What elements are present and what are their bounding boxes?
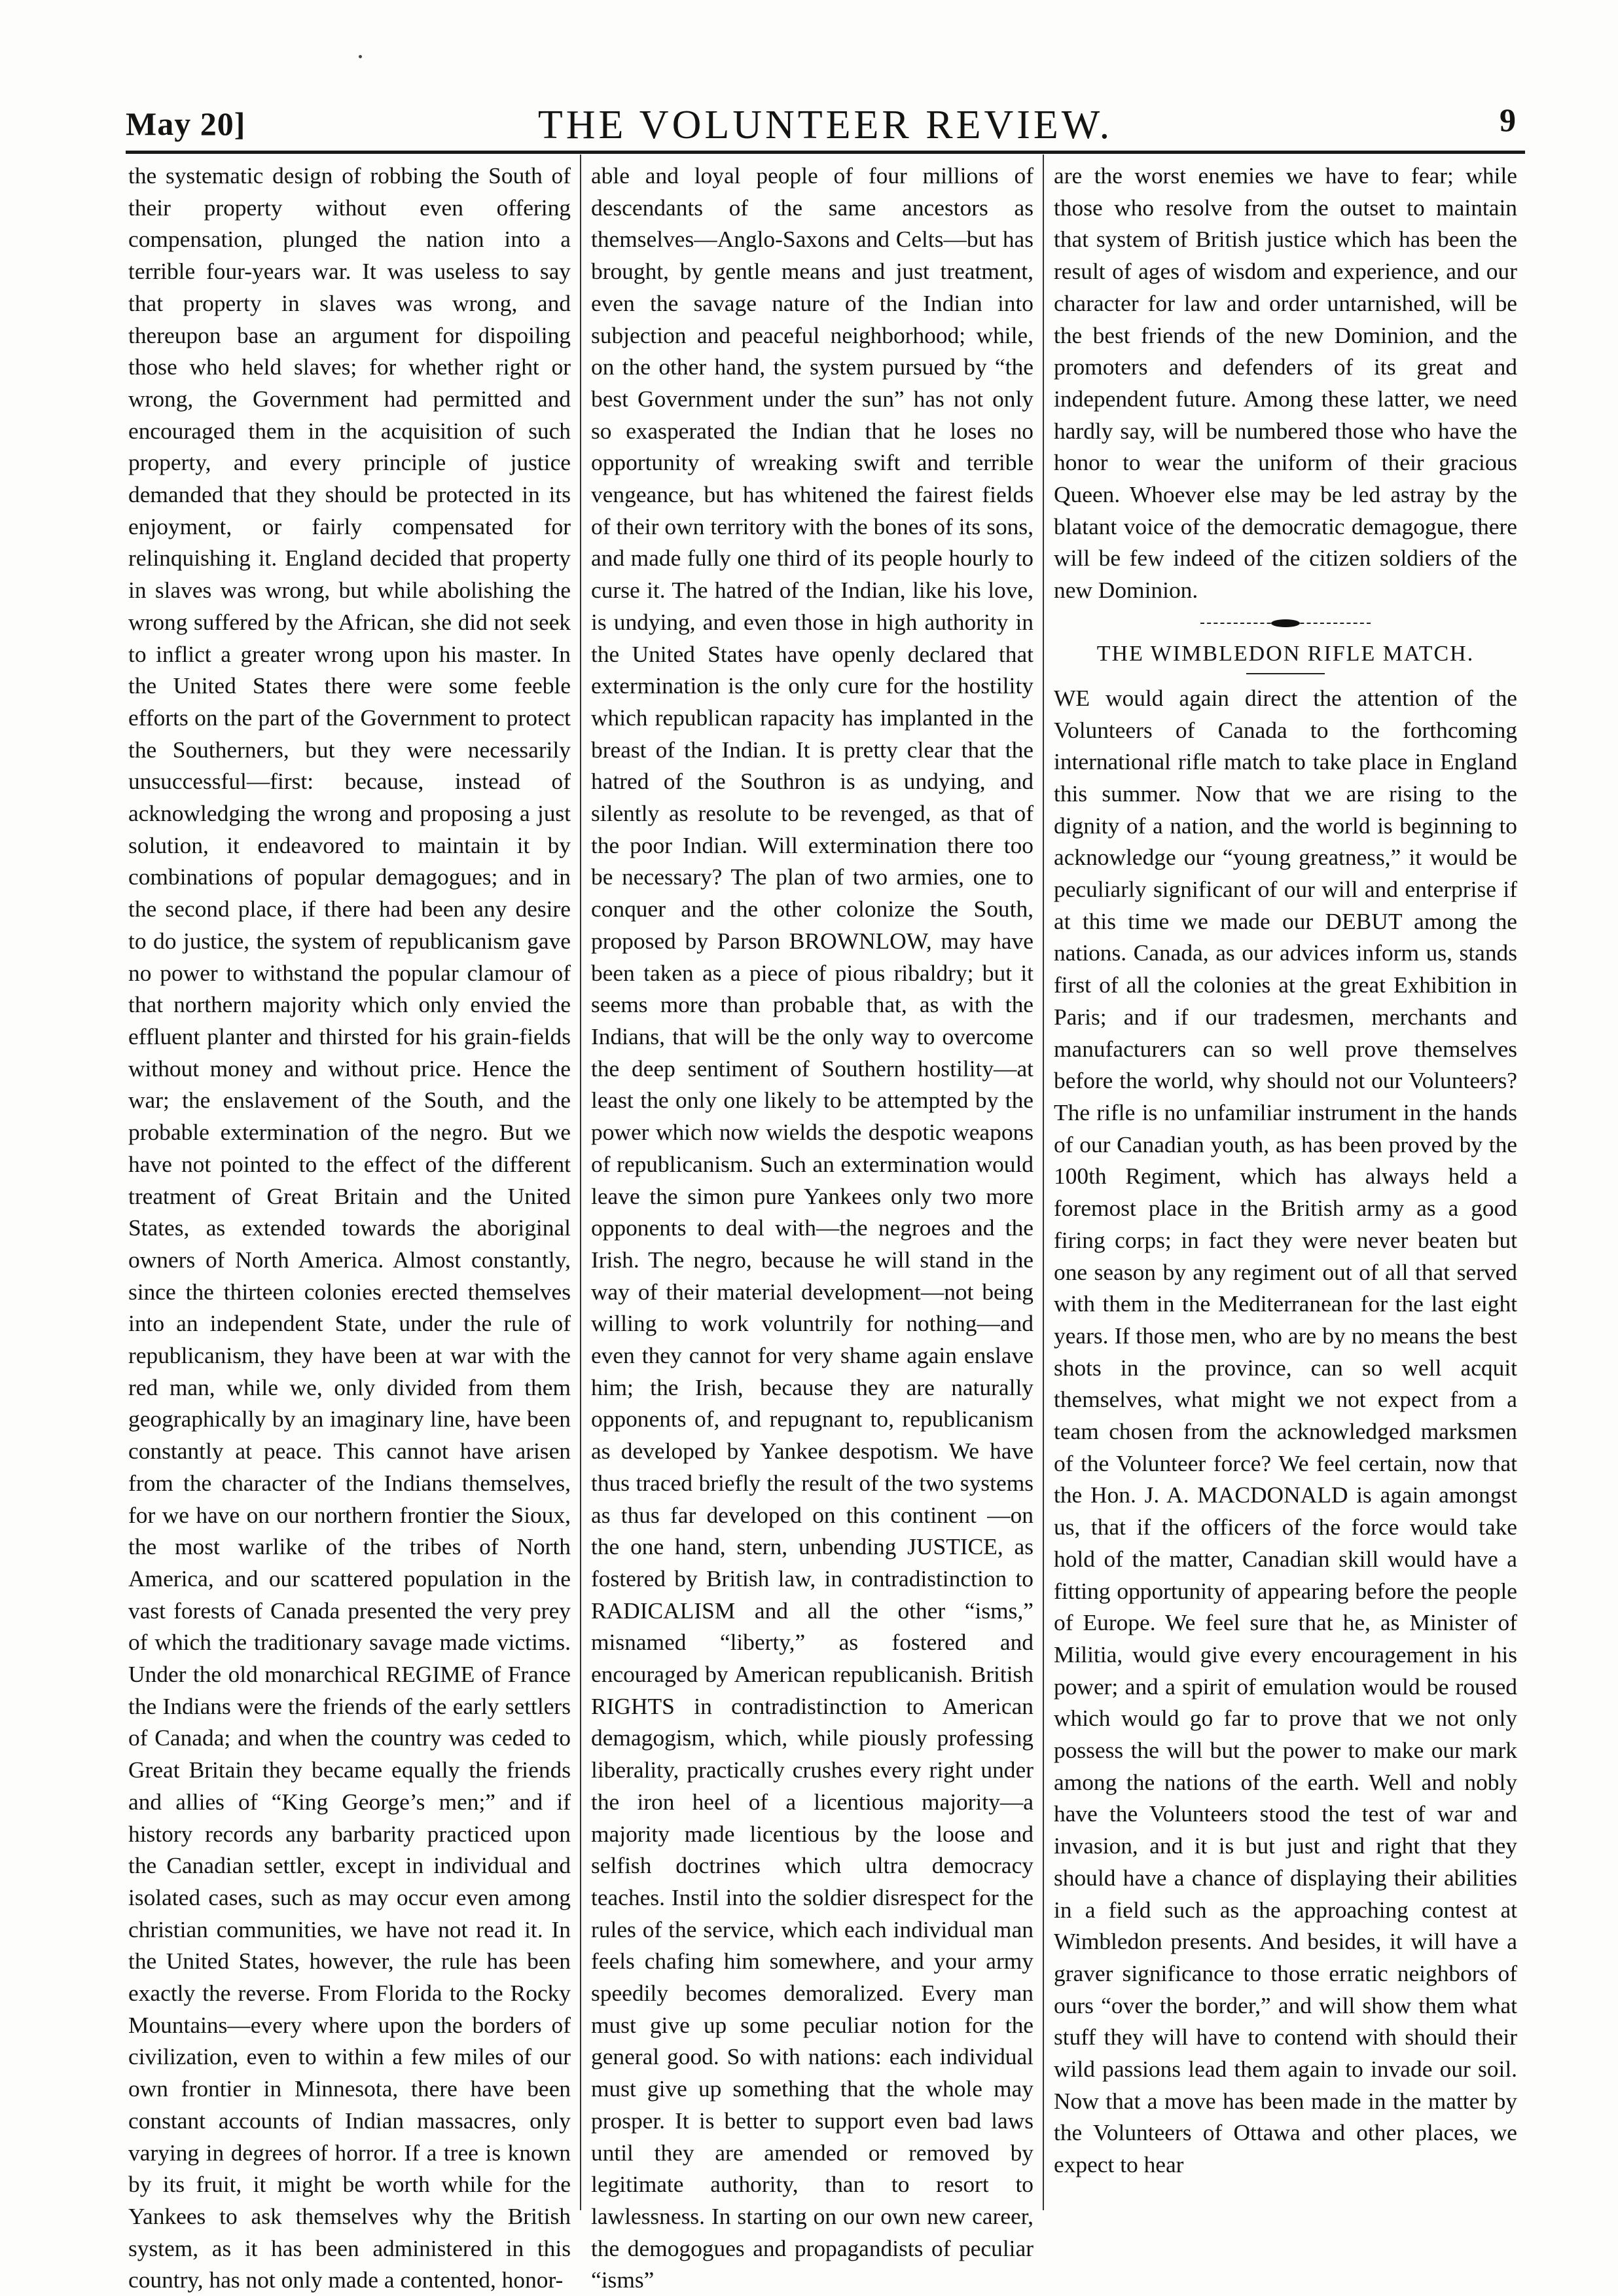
column-divider [580, 155, 581, 2210]
column-1 [128, 160, 571, 2293]
issue-date: May 20] [126, 105, 246, 142]
column-2 [591, 160, 1034, 2293]
page-number: 9 [1500, 101, 1516, 138]
heading-rule [1246, 673, 1325, 674]
masthead [126, 98, 1525, 152]
ink-speck [359, 55, 362, 58]
column-3 [1054, 160, 1517, 2202]
article-paragraph: the systematic design of robbing the South of their property without even offering compensation, plunged the nation into a terrible four-years war. It was useless to say that property in slaves was wrong, and thereupon base an argument for dispoiling those who held slaves; for whether right or wrong, the Government had permitted and encouraged them in the acquisition of such property, and every principle of justice demanded that they should be protected in its enjoyment, or fairly compensated for relinquishing it. England decided that property in slaves was wrong, but while abolishing the wrong suffered by the African, she did not seek to inflict a greater wrong upon his master. In the United States there were some feeble efforts on the part of the Government to protect the Southerners, but they were necessarily unsuccessful—first: because, instead of acknowledging the wrong and proposing a just solution, it endeavored to maintain it by combinations of popular demagogues; and in the second place, if there had been any desire to do justice, the system of republicanism gave no power to withstand the popular clamour of that northern majority which only envied the effluent planter and thirsted for his grain-fields without money and without price. Hence the war; the enslavement of the South, and the probable extermination of the negro. But we have not pointed to the effect of the different treatment of Great Britain and the United States, as extended towards the aboriginal owners of North America. Almost constantly, since the thirteen colonies erected themselves into an independent State, under the rule of republicanism, they have been at war with the red man, while we, only divided from them geographically by an imaginary line, have been constantly at peace. This cannot have arisen from the character of the Indians themselves, for we have on our northern frontier the Sioux, the most warlike of the tribes of North America, and our scattered population in the vast forests of Canada presented the very prey of which the traditionary savage made victims. Under the old monarchical REGIME of France the Indians were the friends of the early settlers of Canada; and when the country was ceded to Great Britain they became equally the friends and allies of “King George’s men;” and if history records any barbarity practiced upon the Canadian settler, except in individual and isolated cases, such as may occur even among christian communities, we have not read it. In the United States, however, the rule has been exactly the reverse. From Florida to the Rocky Mountains—every where upon the borders of civilization, even to within a few miles of our own frontier in Minnesota, there have been constant accounts of Indian massacres, only varying in degrees of horror. If a tree is known by its fruit, it might be worth while for the Yankees to ask themselves why the British system, as it has been administered in this country, has not only made a contented, honor- [128, 162, 571, 2293]
publication-title: THE VOLUNTEER REVIEW. [537, 103, 1113, 147]
masthead-rule [126, 151, 1525, 154]
article-paragraph: are the worst enemies we have to fear; while those who resolve from the outset to maintain that system of British justice which has been the result of ages of wisdom and experience, and our character for law and order untarnished, will be the best friends of the new Dominion, and the promoters and defenders of its great and independent future. Among these latter, we need hardly say, will be numbered those who have the honor to wear the uniform of their gracious Queen. Whoever else may be led astray by the blatant voice of the democratic demagogue, there will be few indeed of the citizen soldiers of the new Dominion. [1054, 162, 1517, 604]
section-separator-ornament [1200, 618, 1371, 629]
article-paragraph: able and loyal people of four millions of descendants of the same ancestors as themselves—Anglo-Saxons and Celts—but has brought, by gentle means and just treatment, even the savage nature of the Indian into subjection and peaceful neighborhood; while, on the other hand, the system pursued by “the best Government under the sun” has not only so exasperated the Indian that he loses no opportunity of wreaking swift and terrible vengeance, but has whitened the fairest fields of their own territory with the bones of its sons, and made fully one third of its people hourly to curse it. The hatred of the Indian, like his love, is undying, and even those in high authority in the United States have openly declared that extermination is the only cure for the hostility which republican rapacity has implanted in the breast of the Indian. It is pretty clear that the hatred of the Southron is as undying, and silently as resolute to be revenged, as that of the poor Indian. Will extermination there too be necessary? The plan of two armies, one to conquer and the other colonize the South, proposed by Parson BROWNLOW, may have been taken as a piece of pious ribaldry; but it seems more than probable that, as with the Indians, that will be the only way to overcome the deep sentiment of Southern hostility—at least the only one likely to be attempted by the power which now wields the despotic weapons of republicanism. Such an extermination would leave the simon pure Yankees only two more opponents to deal with—the negroes and the Irish. The negro, because he will stand in the way of their material development—not being willing to work voluntrily for nothing—and even they cannot for very shame again enslave him; the Irish, because they are naturally opponents of, and repugnant to, republicanism as developed by Yankee despotism. We have thus traced briefly the result of the two systems as thus far developed on this continent —on the one hand, stern, unbending JUSTICE, as fostered by British law, in contradistinction to RADICALISM and all the other “isms,” misnamed “liberty,” as fostered and encouraged by American republicanish. British RIGHTS in contradistinction to American demagogism, which, while piously professing liberality, practically crushes every right under the iron heel of a licentious majority—a majority made licentious by the loose and selfish doctrines which ultra democracy teaches. Instil into the soldier disrespect for the rules of the service, which each individual man feels chafing him somewhere, and your army speedily becomes demoralized. Every man must give up some peculiar notion for the general good. So with nations: each individual must give up something that the whole may prosper. It is better to support even bad laws until they are amended or removed by legitimate authority, than to resort to lawlessness. In starting on our own new career, the demogogues and propagandists of peculiar “isms” [591, 162, 1034, 2293]
column-divider [1043, 155, 1044, 2210]
section-heading: THE WIMBLEDON RIFLE MATCH. [1096, 641, 1475, 666]
article-paragraph: WE would again direct the attention of the Volunteers of Canada to the forthcoming international rifle match to take place in England this summer. Now that we are rising to the dignity of a nation, and the world is beginning to acknowledge our “young greatness,” it would be peculiarly significant of our will and enterprise if at this time we made our DEBUT among the nations. Canada, as our advices inform us, stands first of all the colonies at the great Exhibition in Paris; and if our tradesmen, merchants and manufacturers can so well prove themselves before the world, why should not our Volunteers? The rifle is no unfamiliar instrument in the hands of our Canadian youth, as has been proved by the 100th Regiment, which has always held a foremost place in the British army as a good firing corps; in fact they were never beaten but one season by any regiment out of all that served with them in the Mediterranean for the last eight years. If those men, who are by no means the best shots in the province, can so well acquit themselves, what might we not expect from a team chosen from the acknowledged marksmen of the Volunteer force? We feel certain, now that the Hon. J. A. MACDONALD is again amongst us, that if the officers of the force would take hold of the matter, Canadian skill would have a fitting opportunity of appearing before the people of Europe. We feel sure that he, as Minister of Militia, would give every encouragement in his power; and a spirit of emulation would be roused which would go far to prove that we not only possess the will but the power to make our mark among the nations of the earth. Well and nobly have the Volunteers stood the test of war and invasion, and it is but just and right that they should have a chance of displaying their abilities in a field such as the approaching contest at Wimbledon presents. And besides, it will have a graver significance to those erratic neighbors of ours “over the border,” and will show them what stuff they will have to contend with should their wild passions lead them again to invade our soil. Now that a move has been made in the matter by the Volunteers of Ottawa and other places, we expect to hear [1054, 684, 1517, 2178]
